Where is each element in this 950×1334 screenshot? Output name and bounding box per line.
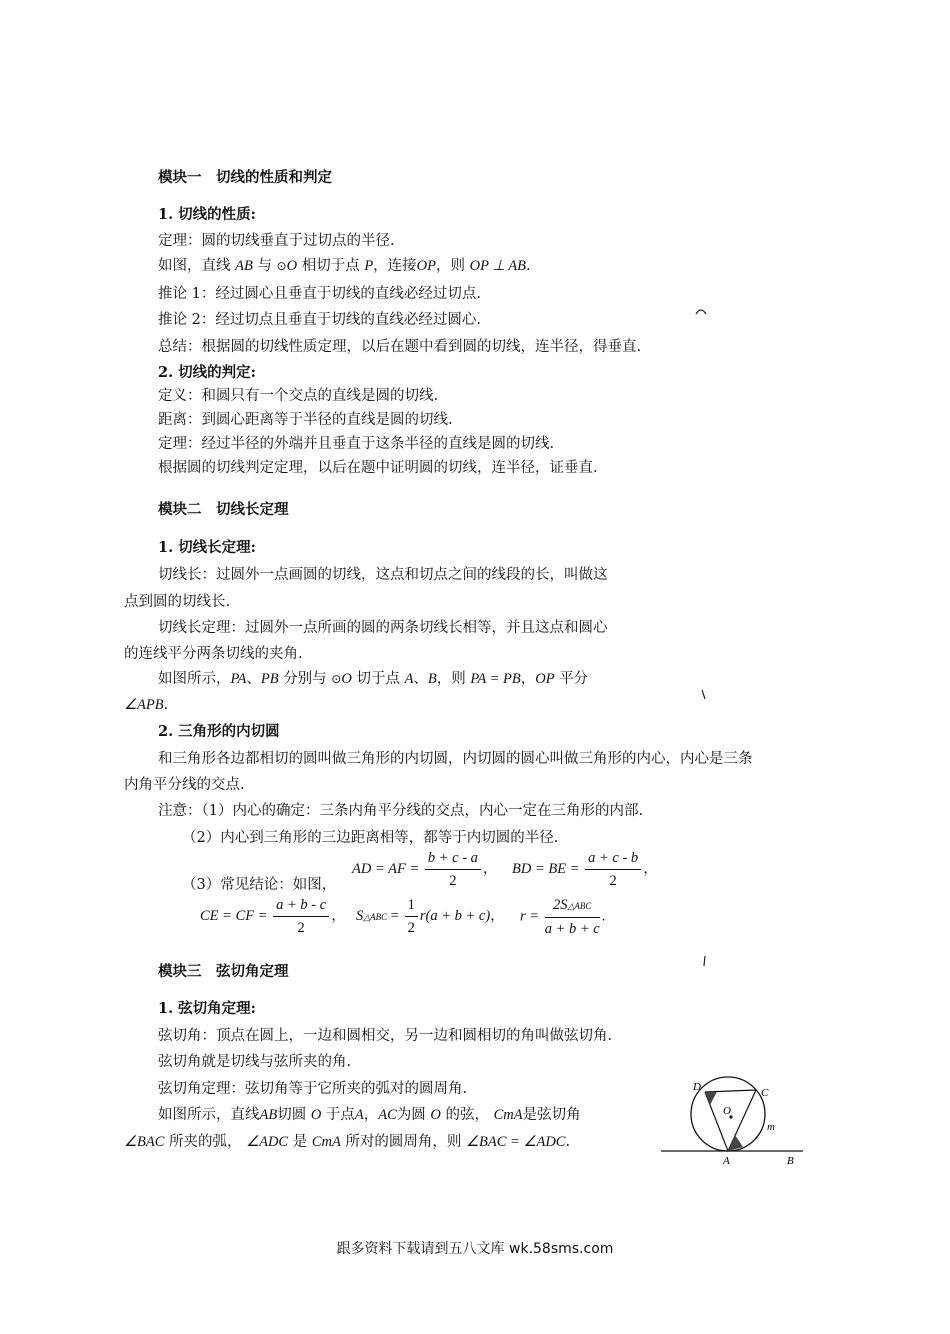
arc-cma: CmA (493, 1107, 523, 1123)
arc-cma: CmA (311, 1134, 341, 1150)
numerator: a + b - c (273, 894, 329, 917)
fraction (545, 894, 600, 940)
math: AD = AF = (352, 860, 420, 877)
module1-title: 模块一 切线的性质和判定 (158, 169, 332, 186)
label-c: C (761, 1087, 769, 1099)
text: 相切于点 (301, 258, 360, 274)
numerator: 1 (405, 894, 418, 917)
module2-tangent-length-example (158, 669, 588, 689)
math: r(a + b + c) (419, 907, 491, 924)
module1-section2-title: 2. 切线的判定: (158, 364, 257, 381)
text: 如图所示，直线 (158, 1107, 260, 1123)
math: PA = PB (470, 671, 521, 687)
fraction (425, 847, 481, 892)
subscript: △ABC (567, 901, 592, 911)
math: BD = BE = (512, 860, 580, 877)
math: A (404, 671, 414, 687)
module2-line: 切线长：过圆外一点画圆的切线，这点和切点之间的线段的长，叫做这 (158, 567, 608, 583)
separator: ， (331, 907, 346, 924)
label-a: A (723, 1155, 730, 1167)
text: . (526, 258, 531, 274)
module1-line: 定理：圆的切线垂直于过切点的半径. (158, 233, 395, 249)
numerator: b + c - a (425, 847, 481, 870)
module1-line: 推论 1：经过圆心且垂直于切线的直线必经过切点. (158, 286, 481, 302)
text: ，则 (436, 258, 466, 274)
text: 所对的圆周角，则 (345, 1134, 462, 1150)
text: ， (363, 1107, 379, 1123)
module1-line: 定理：经过半径的外端并且垂直于这条半径的直线是圆的切线. (158, 436, 555, 452)
numerator: a + c - b (585, 847, 641, 870)
text: ，则 (436, 671, 466, 687)
text: 切于点 (356, 671, 400, 687)
math: 2S (552, 897, 568, 913)
separator: ， (482, 860, 498, 877)
text: 平分 (559, 671, 589, 687)
module1-line: 距离：到圆心距离等于半径的直线是圆的切线. (158, 412, 453, 428)
formula-area (356, 894, 505, 939)
math: O (341, 671, 352, 687)
formula-bd-be (512, 847, 658, 892)
module2-angle-line (124, 695, 168, 715)
math: O (430, 1107, 441, 1123)
math: S (356, 907, 364, 924)
tick-mark-icon (700, 688, 708, 702)
math: PA (230, 671, 247, 687)
tick-mark-icon (701, 954, 709, 968)
module2-section1-title: 1. 切线长定理: (158, 539, 257, 556)
denominator: a + b + c (544, 921, 600, 937)
math: B (427, 671, 437, 687)
module2-line: 的连线平分两条切线的夹角. (124, 646, 303, 662)
math: OP (535, 671, 555, 687)
text: 于点 (325, 1107, 355, 1123)
text: ， (520, 671, 536, 687)
module1-section1-title: 1. 切线的性质: (158, 206, 257, 223)
label-d: D (693, 1081, 701, 1093)
math: ∠BAC (124, 1134, 165, 1150)
math: ∠APB (124, 697, 164, 713)
subscript: △ABC (363, 911, 388, 922)
text: 如图所示， (158, 671, 231, 687)
text: 为圆 (396, 1107, 426, 1123)
label-o: O (723, 1105, 731, 1117)
module2-line: 点到圆的切线长. (124, 594, 231, 610)
math: OP (416, 258, 437, 274)
text: 、 (413, 671, 428, 687)
denominator: 2 (297, 920, 305, 936)
math: P (364, 258, 374, 274)
math: ∠ADC (246, 1134, 289, 1150)
circle-dot-icon: ⊙ (276, 259, 287, 273)
circle-dot-icon: ⊙ (331, 672, 342, 686)
separator: ， (490, 907, 505, 924)
chord-tangent-figure (655, 1072, 810, 1172)
module2-line: 切线长定理：过圆外一点所画的圆的两条切线长相等，并且这点和圆心 (158, 620, 608, 636)
angle-d-mark (705, 1092, 717, 1105)
denominator: 2 (449, 873, 457, 889)
label-b: B (787, 1155, 794, 1167)
text: 分别与 (283, 671, 327, 687)
separator: . (601, 908, 606, 925)
module1-line: 推论 2：经过切点且垂直于切线的直线必经过圆心. (158, 312, 481, 328)
module3-title: 模块三 弦切角定理 (158, 963, 289, 980)
formula-inradius (520, 894, 605, 940)
module3-line: 弦切角定理：弦切角等于它所夹的弧对的圆周角. (158, 1081, 468, 1097)
numerator (545, 894, 600, 918)
module1-tangent-property-example (158, 256, 531, 276)
formula-ce-cf (200, 894, 346, 939)
math: A (354, 1107, 364, 1123)
math: O (310, 1107, 322, 1123)
module3-example-line2 (124, 1132, 570, 1152)
arc-mark-icon (694, 306, 708, 316)
module2-line: （3）常见结论：如图， (182, 877, 337, 893)
module3-example-line1 (158, 1105, 581, 1125)
math: r = (520, 908, 540, 925)
module2-line: 内角平分线的交点. (124, 777, 245, 793)
formula-ad-af (352, 847, 497, 892)
fraction (273, 894, 329, 939)
math: AC (378, 1107, 397, 1123)
chord-dc (705, 1090, 756, 1092)
text: . (163, 697, 169, 713)
text: ，连接 (373, 258, 417, 274)
module2-section2-title: 2. 三角形的内切圆 (158, 723, 280, 740)
text: 如图，直线 (158, 258, 231, 274)
fraction (405, 894, 418, 939)
math: CE = CF = (200, 907, 268, 924)
math: PB (260, 671, 279, 687)
math: AB (259, 1107, 278, 1123)
text: 是弦切角 (522, 1107, 581, 1123)
text: 、 (246, 671, 261, 687)
denominator: 2 (407, 920, 415, 936)
footer-text: 跟多资料下载请到五八文库 wk.58sms.com (336, 1241, 614, 1257)
text: 与 (257, 258, 272, 274)
denominator: 2 (609, 873, 617, 889)
text: 所夹的弧， (169, 1134, 242, 1150)
module1-line: 根据圆的切线判定定理，以后在题中证明圆的切线，连半径，证垂直. (158, 460, 598, 476)
text: 的弦， (445, 1107, 490, 1123)
text: 切圆 (277, 1107, 307, 1123)
math: O (286, 258, 298, 274)
math: AB (235, 258, 253, 274)
math: ∠BAC = ∠ADC (466, 1134, 566, 1150)
fraction (585, 847, 641, 892)
math: = (390, 907, 399, 924)
module3-line: 弦切角：顶点在圆上，一边和圆相交，另一边和圆相切的角叫做弦切角. (158, 1028, 613, 1044)
module3-line: 弦切角就是切线与弦所夹的角. (158, 1054, 352, 1070)
module1-line: 定义：和圆只有一个交点的直线是圆的切线. (158, 388, 439, 404)
separator: ， (643, 860, 658, 877)
text: 是 (292, 1134, 308, 1150)
label-m: m (767, 1121, 775, 1133)
module2-line: 注意：（1）内心的确定：三条内角平分线的交点，内心一定在三角形的内部. (158, 803, 644, 819)
math: OP ⊥ AB (469, 258, 527, 274)
module2-line: （2）内心到三角形的三边距离相等，都等于内切圆的半径. (182, 830, 559, 846)
module2-title: 模块二 切线长定理 (158, 501, 289, 518)
module3-section1-title: 1. 弦切角定理: (158, 1000, 257, 1017)
module2-line: 和三角形各边都相切的圆叫做三角形的内切圆，内切圆的圆心叫做三角形的内心，内心是三条 (158, 751, 753, 767)
text: . (565, 1134, 571, 1150)
module1-line: 总结：根据圆的切线性质定理，以后在题中看到圆的切线，连半径，得垂直. (158, 339, 642, 355)
